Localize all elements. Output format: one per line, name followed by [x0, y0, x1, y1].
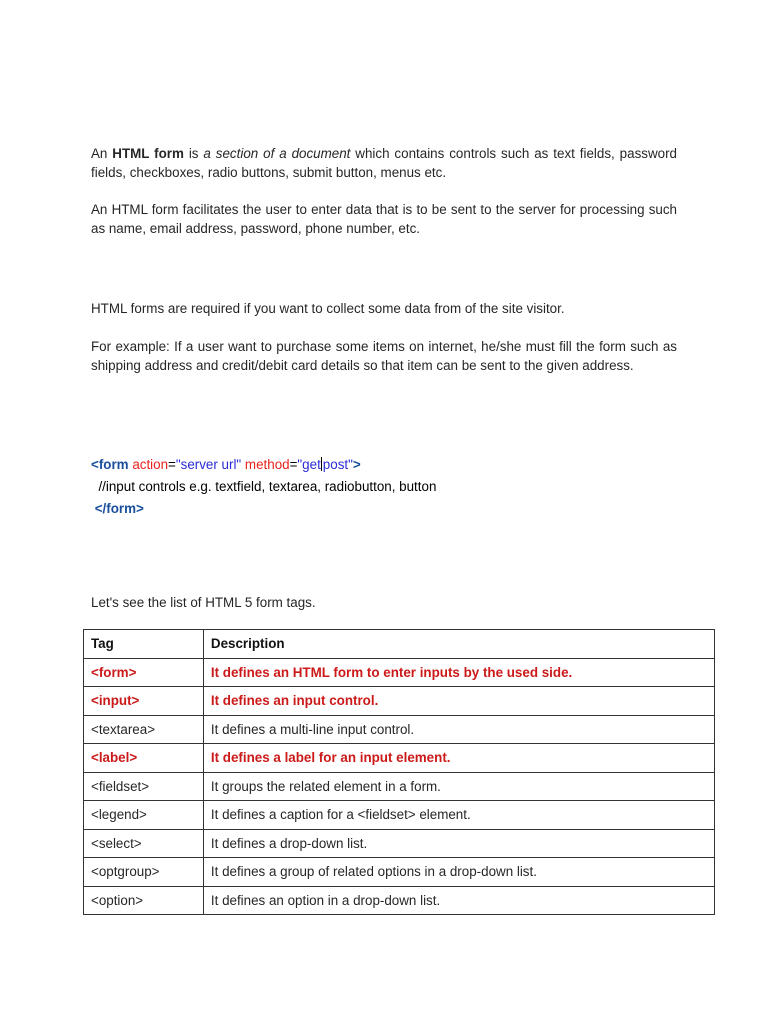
header-tag: Tag [84, 630, 204, 659]
tag-cell: <form> [84, 658, 204, 687]
code-value-get: "get [297, 457, 321, 472]
tag-cell: <optgroup> [84, 858, 204, 887]
code-attr-action: action [132, 457, 169, 472]
code-open-tag: <form [91, 457, 129, 472]
description-cell: It defines an option in a drop-down list. [203, 886, 714, 915]
list-intro-text: Let's see the list of HTML 5 form tags. [91, 595, 316, 610]
paragraph-requirement: HTML forms are required if you want to collect some data from of the site visitor. [91, 301, 565, 316]
tag-cell: <fieldset> [84, 772, 204, 801]
table-row [84, 715, 715, 744]
code-open-bracket-close: > [352, 457, 361, 472]
intro-text-rest: which contains controls such as text fields, password fields, checkboxes, radio buttons, submit button, menus etc. [91, 146, 677, 180]
description-cell: It defines an HTML form to enter inputs by the used side. [203, 658, 714, 687]
table-row [84, 801, 715, 830]
intro-paragraph-definition [91, 145, 677, 182]
tag-cell: <option> [84, 886, 204, 915]
description-cell: It groups the related element in a form. [203, 772, 714, 801]
tag-cell: <label> [84, 744, 204, 773]
code-value-post: post" [322, 457, 353, 472]
table-row [84, 772, 715, 801]
form-tags-table [83, 629, 715, 915]
table-row [84, 658, 715, 687]
code-value-server-url: "server url" [175, 457, 242, 472]
code-snippet [91, 454, 436, 520]
intro-text-is: is [183, 146, 204, 161]
description-cell: It defines a caption for a <fieldset> element. [203, 801, 714, 830]
description-cell: It defines a drop-down list. [203, 829, 714, 858]
html-form-term: HTML form [112, 146, 184, 161]
intro-text-an: An [91, 146, 113, 161]
table-row [84, 858, 715, 887]
tag-cell: <select> [84, 829, 204, 858]
table-row [84, 687, 715, 716]
code-line-comment: //input controls e.g. textfield, textarea, radiobutton, button [91, 479, 437, 494]
table-row [84, 744, 715, 773]
paragraph-example: For example: If a user want to purchase some items on internet, he/she must fill the form such as shipping address and credit/debit card details so that item can be sent to the given address. [91, 339, 677, 373]
section-of-document-phrase: a section of a document [203, 146, 351, 161]
code-line-close: </form> [91, 501, 144, 516]
header-description: Description [203, 630, 714, 659]
description-cell: It defines a group of related options in a drop-down list. [203, 858, 714, 887]
description-cell: It defines an input control. [203, 687, 714, 716]
code-attr-method: method [244, 457, 290, 472]
description-cell: It defines a label for an input element. [203, 744, 714, 773]
tag-cell: <textarea> [84, 715, 204, 744]
tag-cell: <legend> [84, 801, 204, 830]
description-cell: It defines a multi-line input control. [203, 715, 714, 744]
table-row [84, 886, 715, 915]
tag-cell: <input> [84, 687, 204, 716]
code-equals-2: = [289, 457, 298, 472]
table-header-row [84, 630, 715, 659]
code-equals-1: = [168, 457, 176, 472]
table-body [84, 658, 715, 915]
intro-paragraph-purpose: An HTML form facilitates the user to enter data that is to be sent to the server for processing such as name, email address, password, phone number, etc. [91, 202, 677, 236]
table-row [84, 829, 715, 858]
code-line-open [91, 454, 436, 476]
